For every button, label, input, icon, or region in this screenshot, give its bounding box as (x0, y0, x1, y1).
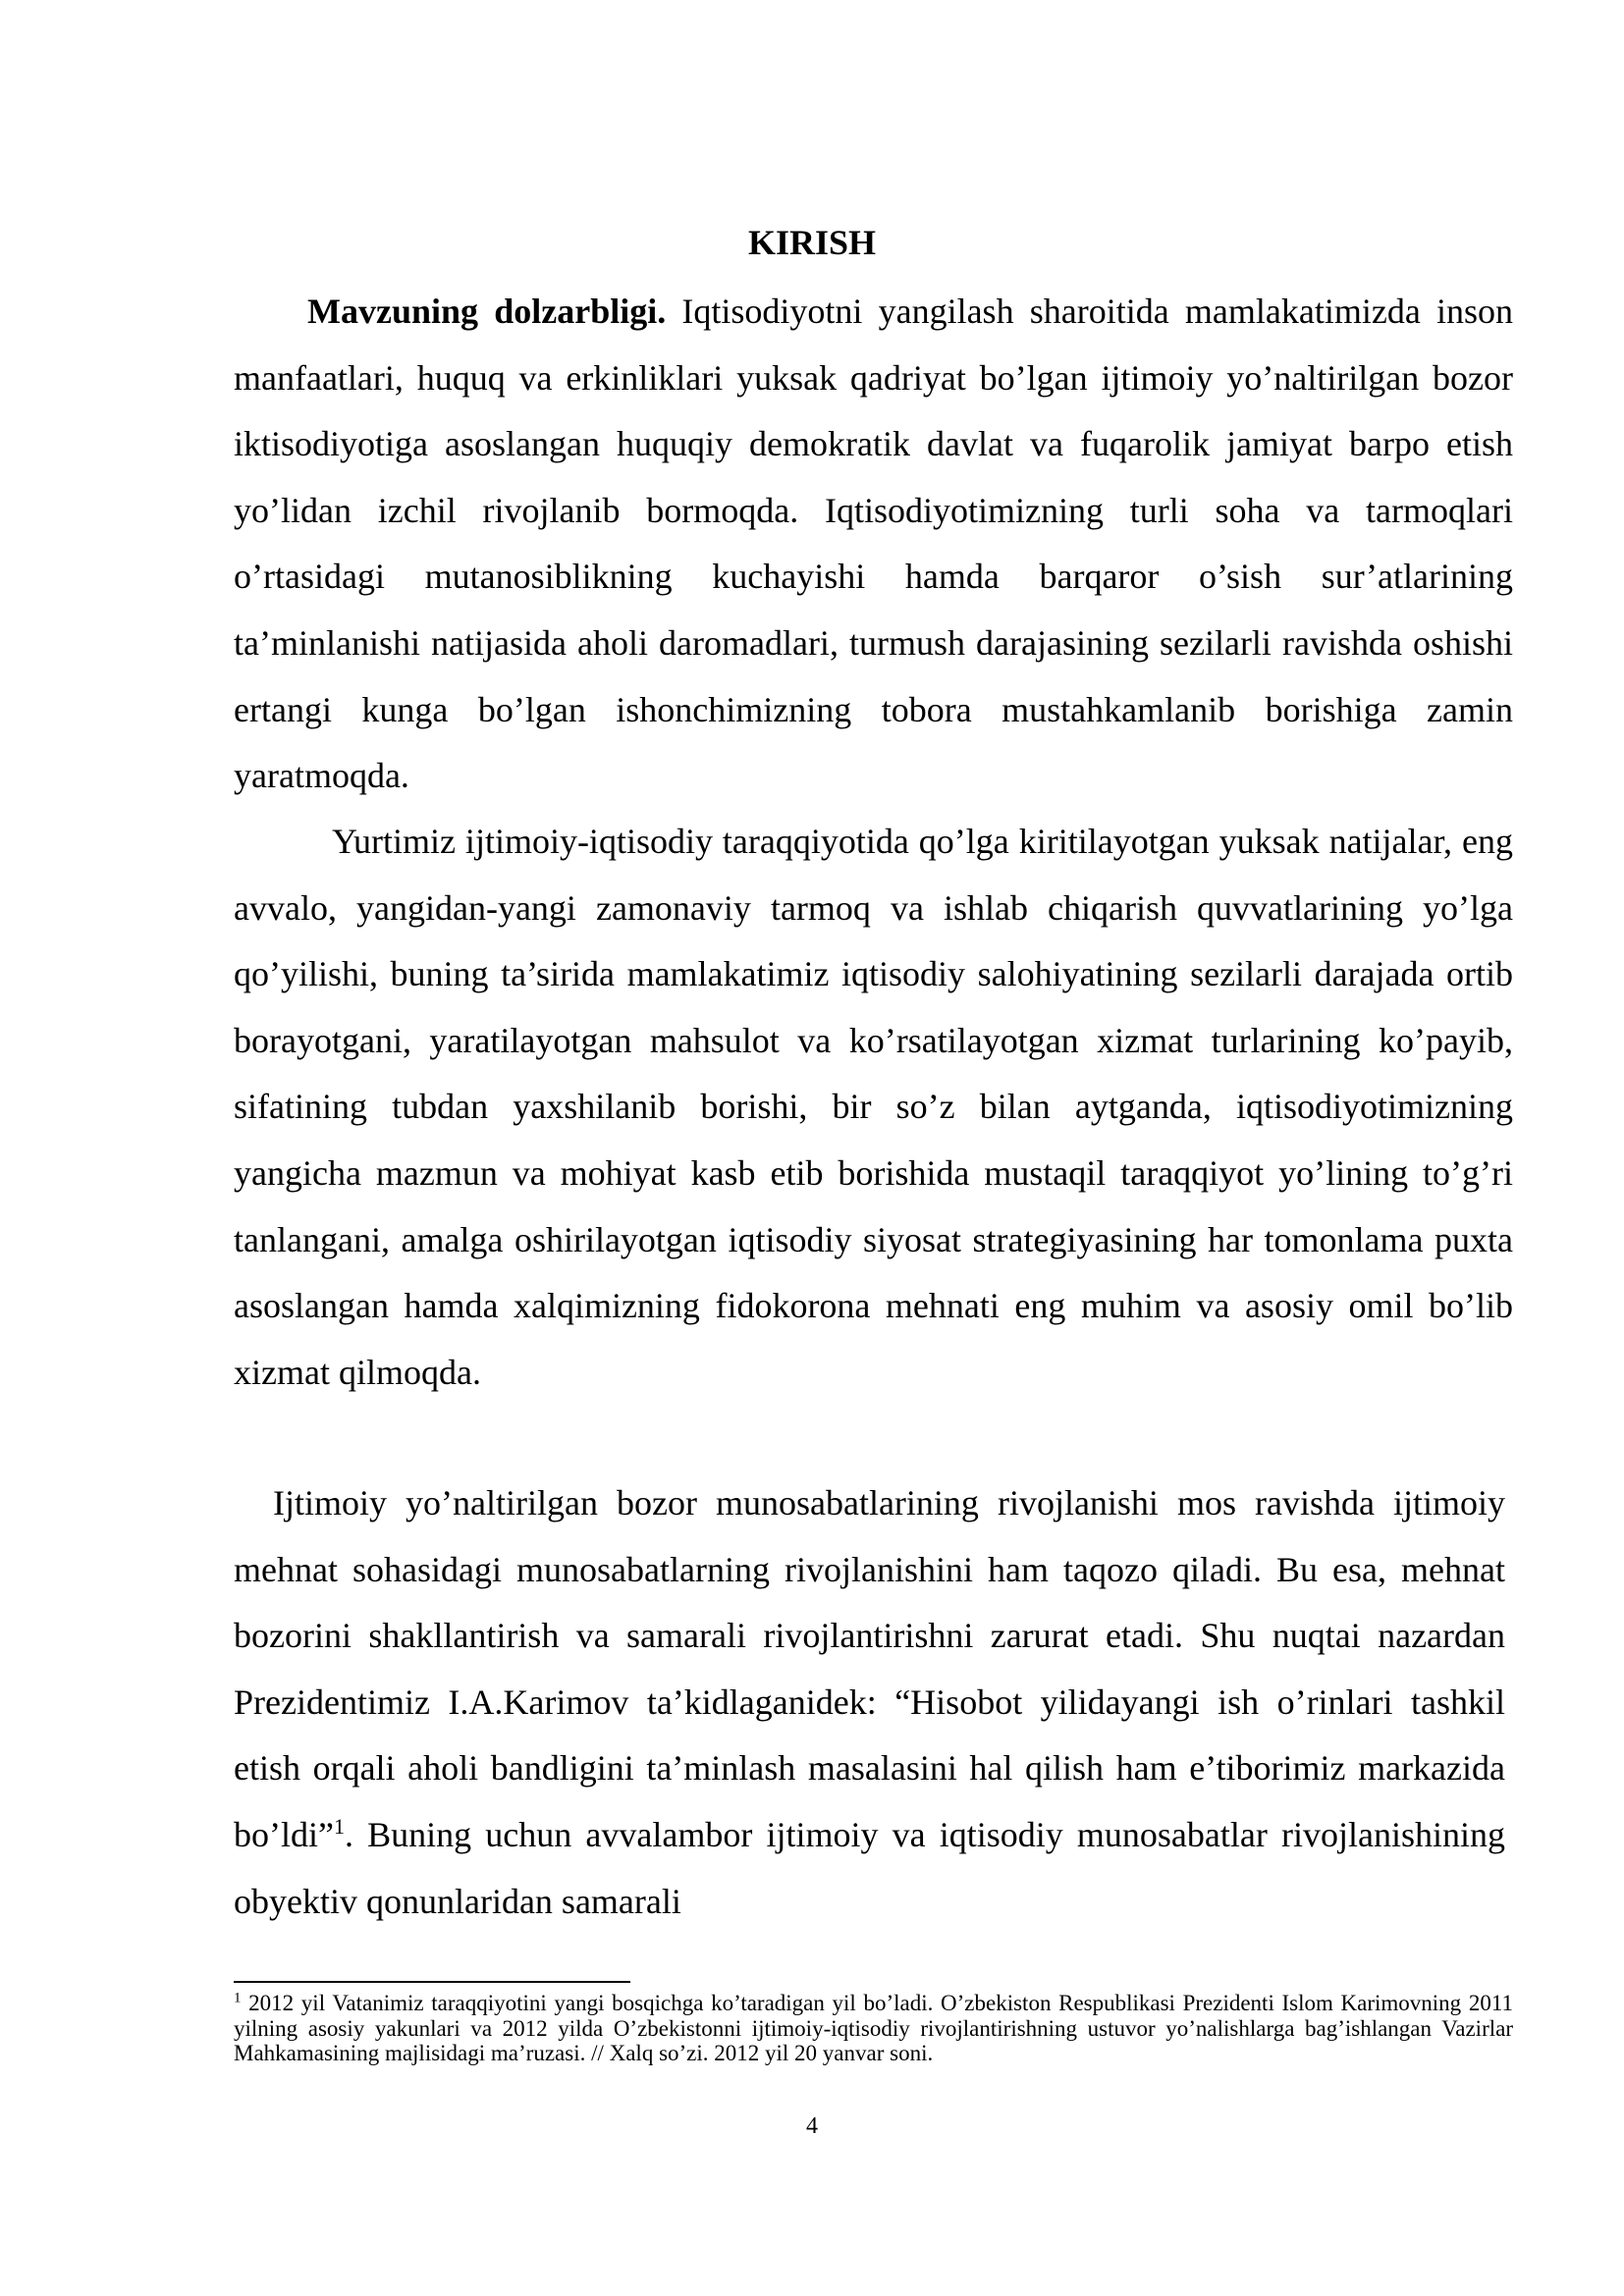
paragraph-relevance (234, 279, 1513, 810)
paragraph-text-after-ref: . Buning uchun avvalambor ijtimoiy va iqtisodiy munosabatlar rivojlanishining obyektiv qonunlaridan samarali (234, 1814, 1505, 1921)
paragraph-text: Iqtisodiyotni yangilash sharoitida mamlakatimizda inson manfaatlari, huquq va erkinliklari yuksak qadriyat bo’lgan ijtimoiy yo’naltirilgan bozor iktisodiyotiga asoslangan huquqiy demokratik davlat va fuqarolik jamiyat barpo etish yo’lidan izchil rivojlanib bormoqda. Iqtisodiyotimizning turli soha va tarmoqlari o’rtasidagi mutanosiblikning kuchayishi hamda barqaror o’sish sur’atlarining ta’minlanishi natijasida aholi daromadlari, turmush darajasining sezilarli ravishda oshishi ertangi kunga bo’lgan ishonchimizning tobora mustahkamlanib borishiga zamin yaratmoqda. (234, 292, 1514, 796)
paragraph-development: Yurtimiz ijtimoiy-iqtisodiy taraqqiyotida qo’lga kiritilayotgan yuksak natijalar, eng avvalo, yangidan-yangi zamonaviy tarmoq va ishlab chiqarish quvvatlarining yo’lga qo’yilishi, buning ta’sirida mamlakatimiz iqtisodiy salohiyatining sezilarli darajada ortib borayotgani, yaratilayotgan mahsulot va ko’rsatilayotgan xizmat turlarining ko’payib, sifatining tubdan yaxshilanib borishi, bir so’z bilan aytganda, iqtisodiyotimizning yangicha mazmun va mohiyat kasb etib borishida mustaqil taraqqiyot yo’lining to’g’ri tanlangani, amalga oshirilayotgan iqtisodiy siyosat strategiyasining har tomonlama puxta asoslangan hamda xalqimizning fidokorona mehnati eng muhim va asosiy omil bo’lib xizmat qilmoqda. (234, 822, 1513, 1392)
footnote (234, 1991, 1513, 2066)
page-number: 4 (806, 2113, 818, 2139)
paragraph-lead-heading: Mavzuning dolzarbligi. (307, 292, 667, 331)
paragraph-text-before-ref: Ijtimoiy yo’naltirilgan bozor munosabatlarining rivojlanishi mos ravishda ijtimoiy mehnat sohasidagi munosabatlarning rivojlanishini ham taqozo qiladi. Bu esa, mehnat bozorini shakllantirish va samarali rivojlantirishni zarurat etadi. Shu nuqtai nazardan Prezidentimiz I.A.Karimov ta’kidlaganidek: “Hisobot yilidayangi ish o’rinlari tashkil etish orqali aholi bandligini ta’minlash masalasini hal qilish ham e’tiborimiz markazida bo’ldi” (234, 1483, 1505, 1854)
footnote-marker: 1 (234, 1990, 242, 2006)
footnote-separator (234, 1981, 630, 1983)
page-title: KIRISH (747, 223, 877, 262)
paragraph-labor-relations (234, 1470, 1505, 1935)
footnote-reference[interactable]: 1 (333, 1813, 345, 1839)
footnote-text: 2012 yil Vatanimiz taraqqiyotini yangi bosqichga ko’taradigan yil bo’ladi. O’zbekiston Respublikasi Prezidenti Islom Karimovning 2011 yilning asosiy yakunlari va 2012 yilda O’zbekistonni ijtimoiy-iqtisodiy rivojlantirishning ustuvor yo’nalishlarga bag’ishlangan Vazirlar Mahkamasining majlisidagi ma’ruzasi. // Xalq so’zi. 2012 yil 20 yanvar soni. (234, 1991, 1513, 2065)
